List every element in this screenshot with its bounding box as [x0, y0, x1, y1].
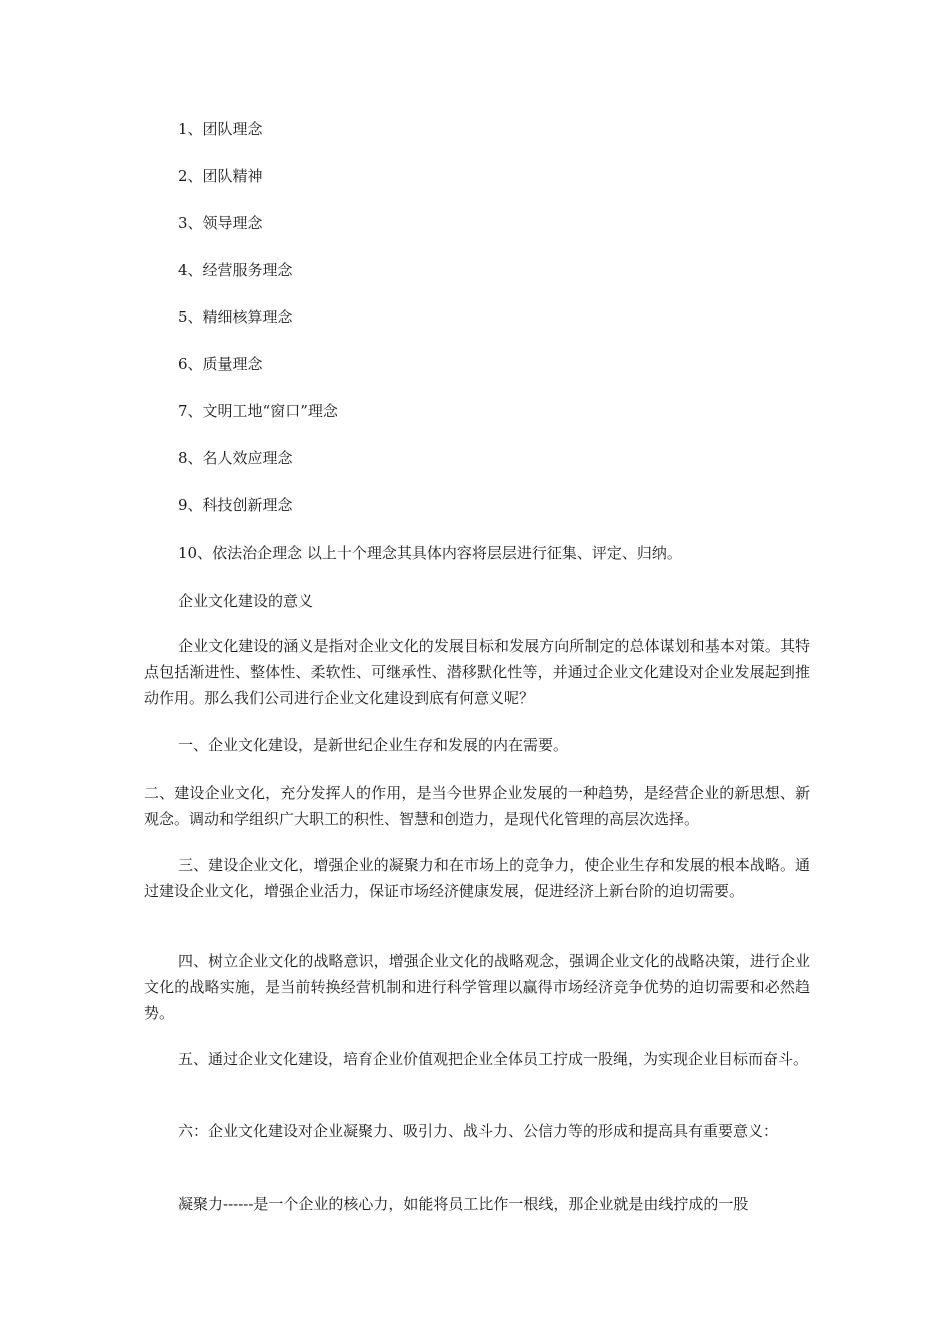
- paragraph: 四、树立企业文化的战略意识，增强企业文化的战略观念，强调企业文化的战略决策，进行企业文化的战略实施，是当前转换经营机制和进行科学管理以赢得市场经济竞争优势的迫切需要和必然趋势。: [144, 952, 810, 1022]
- list-item: 6、质量理念: [178, 355, 263, 373]
- list-item: 2、团队精神: [178, 167, 263, 185]
- list-item: 1、团队理念: [178, 120, 263, 138]
- section-heading: 企业文化建设的意义: [178, 592, 314, 610]
- list-item: 10、依法治企理念 以上十个理念其具体内容将层层进行征集、评定、归纳。: [178, 544, 682, 562]
- paragraph: 六：企业文化建设对企业凝聚力、吸引力、战斗力、公信力等的形成和提高具有重要意义：: [178, 1122, 779, 1140]
- list-item: 9、科技创新理念: [178, 496, 293, 514]
- paragraph: 企业文化建设的涵义是指对企业文化的发展目标和发展方向所制定的总体谋划和基本对策。其特点包括渐进性、整体性、柔软性、可继承性、潜移默化性等，并通过企业文化建设对企业发展起到推动作用。那么我们公司进行企业文化建设到底有何意义呢？: [144, 637, 810, 707]
- paragraph: 一、企业文化建设，是新世纪企业生存和发展的内在需要。: [178, 736, 569, 754]
- list-item: 7、文明工地“窗口”理念: [178, 402, 338, 420]
- list-item: 8、名人效应理念: [178, 449, 293, 467]
- paragraph: 五、通过企业文化建设，培育企业价值观把企业全体员工拧成一股绳，为实现企业目标而奋斗。: [178, 1050, 809, 1068]
- list-item: 4、经营服务理念: [178, 261, 293, 279]
- list-item: 5、精细核算理念: [178, 308, 293, 326]
- list-item: 3、领导理念: [178, 214, 263, 232]
- paragraph: 二、建设企业文化，充分发挥人的作用，是当今世界企业发展的一种趋势，是经营企业的新思想、新观念。调动和学组织广大职工的积性、智慧和创造力，是现代化管理的高层次选择。: [144, 784, 810, 828]
- paragraph: 凝聚力------是一个企业的核心力，如能将员工比作一根线，那企业就是由线拧成的一股: [178, 1195, 749, 1213]
- paragraph: 三、建设企业文化，增强企业的凝聚力和在市场上的竞争力，使企业生存和发展的根本战略。通过建设企业文化，增强企业活力，保证市场经济健康发展，促进经济上新台阶的迫切需要。: [144, 856, 810, 900]
